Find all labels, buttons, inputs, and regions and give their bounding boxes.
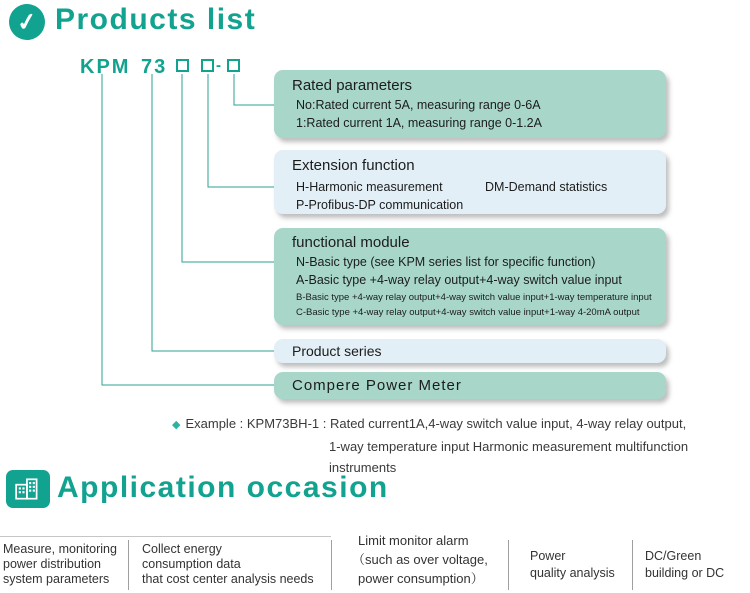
- application-line: DC/Green: [645, 549, 702, 563]
- application-line: Power: [530, 549, 566, 563]
- functional-module-line: A-Basic type +4-way relay output+4-way switch value input: [296, 273, 622, 287]
- product-code-dash: -: [216, 57, 221, 74]
- building-icon: [6, 470, 50, 508]
- application-column-1: [3, 542, 125, 587]
- application-line: that cost center analysis needs: [142, 572, 314, 586]
- application-line: power consumption）: [358, 571, 484, 586]
- box-functional-module: [274, 228, 666, 325]
- extension-item-demand: DM-Demand statistics: [485, 180, 608, 194]
- footer-column-divider: [508, 540, 509, 590]
- example-line-2: 1-way temperature input Harmonic measurement multifunction instruments: [329, 439, 689, 475]
- rated-parameters-line: No:Rated current 5A, measuring range 0-6A: [296, 98, 541, 112]
- example-text-1: Example : KPM73BH-1 : Rated current1A,4-way switch value input, 4-way relay output,: [185, 416, 687, 431]
- application-column-4: [530, 548, 630, 582]
- diamond-icon: ◆: [172, 419, 181, 431]
- box-product-series: [274, 339, 666, 363]
- footer-top-divider: [0, 536, 331, 537]
- functional-module-title: functional module: [292, 234, 410, 251]
- power-meter-label: Compere Power Meter: [292, 377, 462, 394]
- application-line: quality analysis: [530, 566, 615, 580]
- products-list-title: Products list: [55, 3, 257, 36]
- product-code-series: 73: [141, 56, 168, 78]
- functional-module-line: B-Basic type +4-way relay output+4-way switch value input+1-way temperature input: [296, 292, 652, 303]
- example-line-1: [172, 413, 750, 436]
- application-occasion-title: Application occasion: [57, 471, 389, 504]
- functional-module-line: N-Basic type (see KPM series list for specific function): [296, 255, 596, 269]
- rated-parameters-title: Rated parameters: [292, 77, 413, 94]
- application-line: Limit monitor alarm: [358, 533, 469, 548]
- application-line: Collect energy: [142, 542, 222, 556]
- application-column-3: [352, 531, 504, 588]
- application-line: Measure, monitoring: [3, 542, 117, 556]
- product-series-label: Product series: [292, 343, 382, 359]
- application-line: system parameters: [3, 572, 110, 586]
- product-code-prefix: KPM: [80, 56, 131, 78]
- footer-column-divider: [331, 540, 332, 590]
- footer-column-divider: [632, 540, 633, 590]
- application-line: power distribution: [3, 557, 101, 571]
- extension-function-title: Extension function: [292, 157, 415, 174]
- check-icon: ✓: [7, 2, 48, 43]
- footer-column-divider: [128, 540, 129, 590]
- application-line: consumption data: [142, 557, 241, 571]
- example-note: [172, 413, 750, 478]
- box-rated-parameters: [274, 70, 666, 138]
- rated-parameters-line: 1:Rated current 1A, measuring range 0-1.2A: [296, 116, 542, 130]
- extension-item-harmonic: H-Harmonic measurement: [296, 180, 443, 194]
- application-line: （such as over voltage,: [352, 552, 488, 567]
- extension-item-profibus: P-Profibus-DP communication: [296, 198, 464, 212]
- functional-module-line: C-Basic type +4-way relay output+4-way switch value input+1-way 4-20mA output: [296, 307, 640, 318]
- application-line: building or DC: [645, 566, 725, 580]
- box-extension-function: [274, 150, 666, 214]
- box-power-meter: [274, 372, 666, 399]
- application-column-5: [645, 548, 745, 582]
- application-column-2: [142, 542, 330, 587]
